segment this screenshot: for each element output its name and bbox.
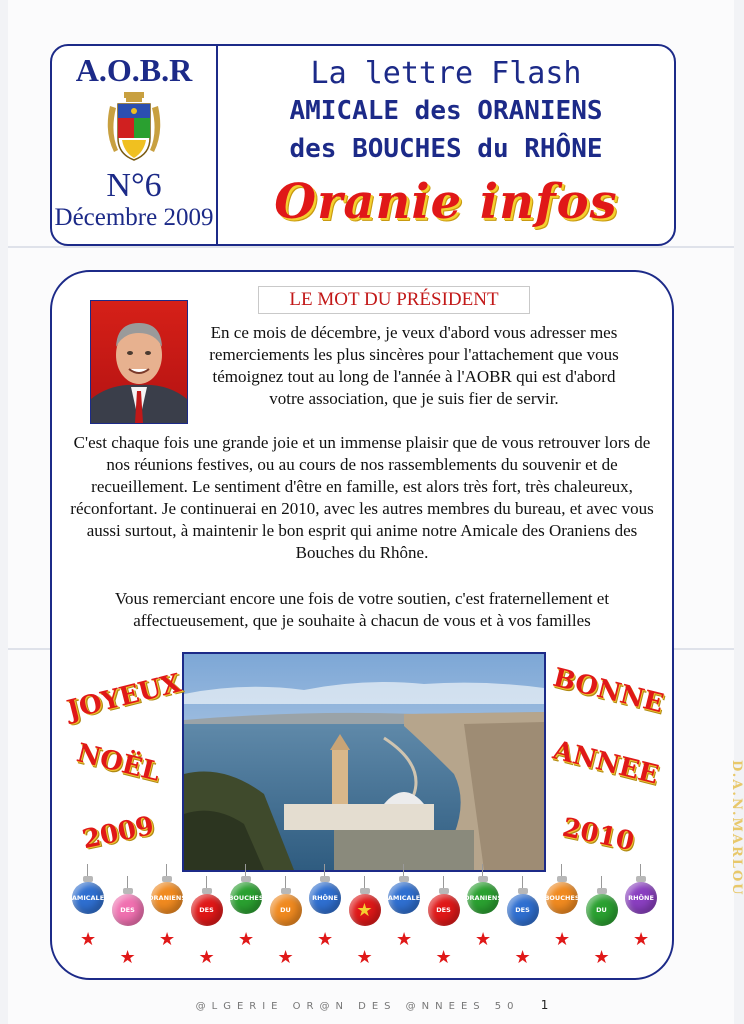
president-portrait bbox=[90, 300, 188, 424]
page-footer bbox=[0, 998, 744, 1012]
bauble-cap bbox=[557, 876, 567, 882]
bauble-ornament bbox=[112, 894, 144, 926]
publication-title: Oranie infos bbox=[274, 174, 618, 230]
section-title: LE MOT DU PRÉSIDENT bbox=[258, 286, 530, 314]
bauble-cap bbox=[478, 876, 488, 882]
bauble-ornament bbox=[625, 882, 657, 914]
bauble-ornament bbox=[309, 882, 341, 914]
star-icon: ★ bbox=[514, 947, 531, 967]
bauble-label: ★ bbox=[356, 899, 373, 921]
page-crease bbox=[8, 246, 734, 248]
bauble-string bbox=[87, 864, 88, 876]
star-icon: ★ bbox=[475, 929, 492, 949]
side-watermark: D.A.N.MARLOU bbox=[729, 760, 744, 897]
star-icon: ★ bbox=[435, 947, 452, 967]
christmas-baubles-row bbox=[52, 868, 672, 978]
bauble-ornament bbox=[230, 882, 262, 914]
bauble-ornament bbox=[270, 894, 302, 926]
star-icon: ★ bbox=[159, 929, 176, 949]
bauble-string bbox=[640, 864, 641, 876]
bauble-cap bbox=[83, 876, 93, 882]
bauble-label: RHÔNE bbox=[628, 894, 654, 902]
bauble-cap bbox=[241, 876, 251, 882]
bauble-label: RHÔNE bbox=[312, 894, 338, 902]
bauble-ornament bbox=[428, 894, 460, 926]
coat-of-arms-icon bbox=[104, 92, 164, 166]
bauble-cap bbox=[439, 888, 449, 894]
bauble-ornament bbox=[349, 894, 381, 926]
bauble-ornament bbox=[546, 882, 578, 914]
bauble-ornament bbox=[507, 894, 539, 926]
bauble-cap bbox=[123, 888, 133, 894]
star-icon: ★ bbox=[198, 947, 215, 967]
star-icon: ★ bbox=[277, 947, 294, 967]
bauble-cap bbox=[518, 888, 528, 894]
greeting-2009: 2009 bbox=[79, 810, 157, 856]
bauble-cap bbox=[636, 876, 646, 882]
bauble-string bbox=[206, 876, 207, 888]
bauble-label: AMICALE bbox=[387, 894, 421, 902]
bauble-string bbox=[245, 864, 246, 876]
bauble-string bbox=[285, 876, 286, 888]
greeting-2010: 2010 bbox=[559, 812, 637, 858]
president-message-box bbox=[50, 270, 674, 980]
oran-landscape-photo bbox=[182, 652, 546, 872]
bauble-label: DU bbox=[280, 906, 291, 914]
bauble-cap bbox=[360, 888, 370, 894]
star-icon: ★ bbox=[356, 947, 373, 967]
bauble-label: DES bbox=[436, 906, 451, 914]
bauble-cap bbox=[597, 888, 607, 894]
bauble-label: AMICALE bbox=[71, 894, 105, 902]
greeting-joyeux: JOYEUX bbox=[64, 668, 185, 726]
bauble-string bbox=[482, 864, 483, 876]
bauble-label: DES bbox=[515, 906, 530, 914]
bauble-label: ORANIENS bbox=[464, 894, 502, 902]
bauble-string bbox=[403, 864, 404, 876]
bauble-label: ORANIENS bbox=[148, 894, 186, 902]
page-number: 1 bbox=[540, 998, 549, 1012]
bauble-string bbox=[324, 864, 325, 876]
bauble-label: BOUCHES bbox=[544, 894, 580, 902]
flash-title: La lettre Flash bbox=[310, 56, 582, 91]
greeting-bonne: BONNE bbox=[550, 662, 667, 720]
bauble-ornament bbox=[72, 882, 104, 914]
star-icon: ★ bbox=[554, 929, 571, 949]
amicale-line-1: AMICALE des ORANIENS bbox=[289, 96, 603, 126]
star-icon: ★ bbox=[119, 947, 136, 967]
bauble-string bbox=[522, 876, 523, 888]
star-icon: ★ bbox=[80, 929, 97, 949]
bauble-label: DES bbox=[199, 906, 214, 914]
bauble-string bbox=[127, 876, 128, 888]
bauble-string bbox=[364, 876, 365, 888]
issue-number: N°6 bbox=[106, 167, 162, 204]
greeting-noel: NOËL bbox=[73, 738, 163, 788]
masthead-left-panel bbox=[52, 46, 218, 244]
bauble-cap bbox=[202, 888, 212, 894]
bauble-label: DU bbox=[596, 906, 607, 914]
bauble-label: DES bbox=[120, 906, 135, 914]
bauble-label: BOUCHES bbox=[228, 894, 264, 902]
bauble-ornament bbox=[464, 882, 502, 914]
star-icon: ★ bbox=[238, 929, 255, 949]
bauble-cap bbox=[399, 876, 409, 882]
org-short-name: A.O.B.R bbox=[75, 52, 193, 88]
message-paragraph-1: En ce mois de décembre, je veux d'abord vous adresser mes remerciements les plus sincères pour l'attachement que vous témoignez tout au long de l'année à l'AOBR qui est d'abord votre association, que je suis fier de servir. bbox=[209, 323, 619, 408]
bauble-string bbox=[601, 876, 602, 888]
bauble-cap bbox=[320, 876, 330, 882]
bauble-cap bbox=[162, 876, 172, 882]
masthead-right-panel bbox=[218, 46, 674, 244]
star-icon: ★ bbox=[317, 929, 334, 949]
bauble-ornament bbox=[586, 894, 618, 926]
masthead bbox=[50, 44, 676, 246]
star-icon: ★ bbox=[633, 929, 650, 949]
amicale-line-2: des BOUCHES du RHÔNE bbox=[289, 134, 603, 164]
bauble-string bbox=[561, 864, 562, 876]
bauble-ornament bbox=[388, 882, 420, 914]
greeting-annee: ANNEE bbox=[549, 735, 662, 791]
bauble-string bbox=[166, 864, 167, 876]
star-icon: ★ bbox=[593, 947, 610, 967]
bauble-ornament bbox=[148, 882, 186, 914]
star-icon: ★ bbox=[396, 929, 413, 949]
message-paragraph-2: C'est chaque fois une grande joie et un immense plaisir que de vous retrouver lors de nos réunions festives, ou au cours de nos rassemblements du souvenir et de recueillement. Le sentiment d'être en famille, est alors très fort, très chaleureux, réconfortant. Je continuerai en 2010, avec les autres membres du bureau, et avec vous aussi surtout, à maintenir le bon esprit qui anime notre Amicale des Oraniens des Bouches du Rhône. bbox=[70, 433, 654, 562]
message-paragraph-3: Vous remerciant encore une fois de votre soutien, c'est fraternellement et affectueusement, que je souhaite à chacun de vous et à vos familles bbox=[114, 589, 610, 630]
footer-text: @LGERIE OR@N DES @NNEES 50 bbox=[195, 1001, 520, 1012]
bauble-string bbox=[443, 876, 444, 888]
issue-date: Décembre 2009 bbox=[54, 204, 214, 231]
bauble-cap bbox=[281, 888, 291, 894]
bauble-ornament bbox=[191, 894, 223, 926]
